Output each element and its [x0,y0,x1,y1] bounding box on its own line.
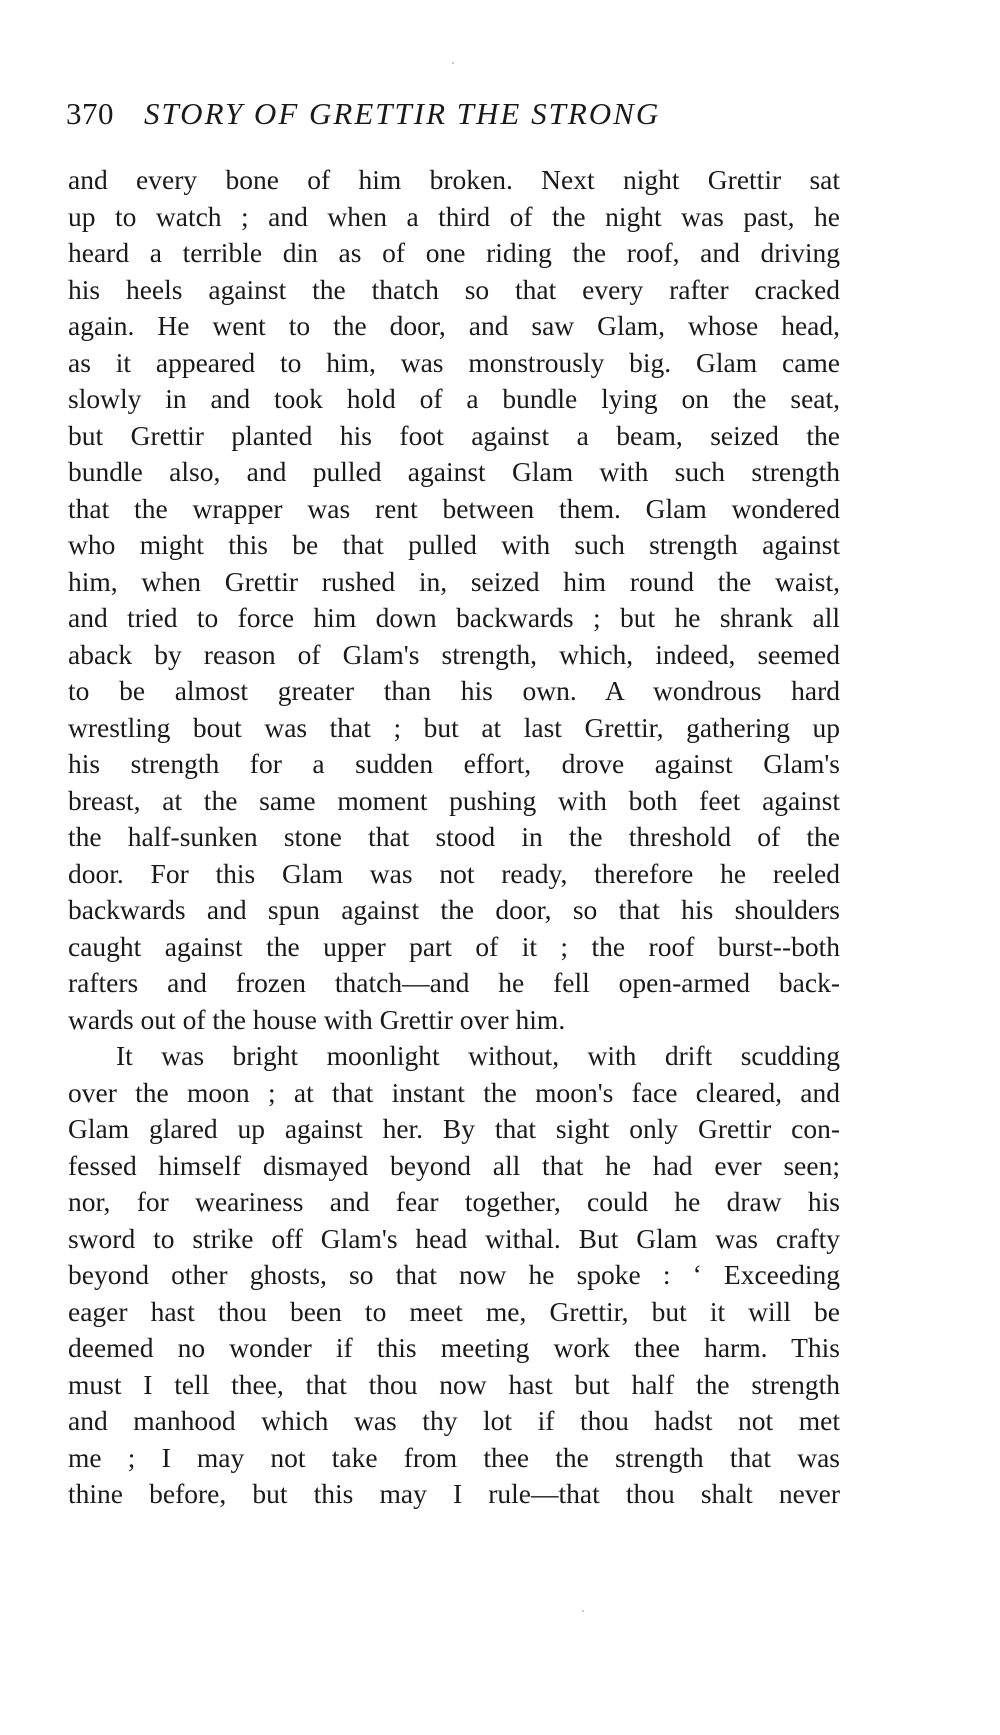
text-line: aback by reason of Glam's strength, which, indeed, seemed [68,638,840,670]
paragraph-2 [68,1038,840,1513]
text-line: his heels against the thatch so that every rafter cracked [68,273,840,305]
print-speck [452,62,454,64]
text-line: Glam glared up against her. By that sight only Grettir con- [68,1113,840,1144]
text-line: him, when Grettir rushed in, seized him round the waist, [68,565,840,597]
text-line: that the wrapper was rent between them. Glam wondered [68,492,840,524]
text-line: thine before, but this may I rule—that thou shalt never [68,1478,840,1509]
text-line: up to watch ; and when a third of the night was past, he [68,200,840,232]
text-line: the half-sunken stone that stood in the threshold of the [68,821,840,852]
paragraph-1 [68,162,840,1038]
text-line: nor, for weariness and fear together, could he draw his [68,1186,840,1217]
text-line: and tried to force him down backwards ; but he shrank all [68,602,840,633]
text-line: deemed no wonder if this meeting work thee harm. This [68,1332,840,1363]
text-line: caught against the upper part of it ; the roof burst--both [68,930,840,962]
text-line: wards out of the house with Grettir over him. [68,1003,566,1035]
text-line: sword to strike off Glam's head withal. But Glam was crafty [68,1222,840,1254]
page-header [66,96,836,132]
text-line: his strength for a sudden effort, drove against Glam's [68,748,840,779]
body-text [68,162,840,1513]
print-speck [582,1610,584,1612]
text-line: slowly in and took hold of a bundle lying on the seat, [68,383,840,414]
text-line: bundle also, and pulled against Glam with such strength [68,456,840,487]
text-line: eager hast thou been to meet me, Grettir, but it will be [68,1295,840,1327]
text-line: who might this be that pulled with such strength against [68,529,840,560]
text-line: backwards and spun against the door, so that his shoulders [68,894,840,925]
text-line: door. For this Glam was not ready, therefore he reeled [68,857,840,889]
text-line: wrestling bout was that ; but at last Grettir, gathering up [68,711,840,743]
text-line: as it appeared to him, was monstrously big. Glam came [68,346,840,378]
text-line: to be almost greater than his own. A wondrous hard [68,675,840,706]
text-line: beyond other ghosts, so that now he spoke : ‘ Exceeding [68,1259,840,1290]
text-line: and every bone of him broken. Next night Grettir sat [68,164,840,195]
text-line: It was bright moonlight without, with drift scudding [116,1040,840,1071]
text-line: fessed himself dismayed beyond all that he had ever seen; [68,1149,840,1181]
text-line: but Grettir planted his foot against a beam, seized the [68,419,840,451]
text-line: must I tell thee, that thou now hast but half the strength [68,1368,840,1400]
text-line: rafters and frozen thatch—and he fell open-armed back- [68,967,840,998]
page-number: 370 [66,96,114,131]
text-line: heard a terrible din as of one riding the roof, and driving [68,237,840,268]
text-line: me ; I may not take from thee the strength that was [68,1441,840,1473]
running-title: STORY OF GRETTIR THE STRONG [144,96,661,131]
text-line: breast, at the same moment pushing with both feet against [68,784,840,816]
text-line: over the moon ; at that instant the moon's face cleared, and [68,1076,840,1108]
text-line: and manhood which was thy lot if thou hadst not met [68,1405,840,1436]
text-line: again. He went to the door, and saw Glam, whose head, [68,310,840,341]
